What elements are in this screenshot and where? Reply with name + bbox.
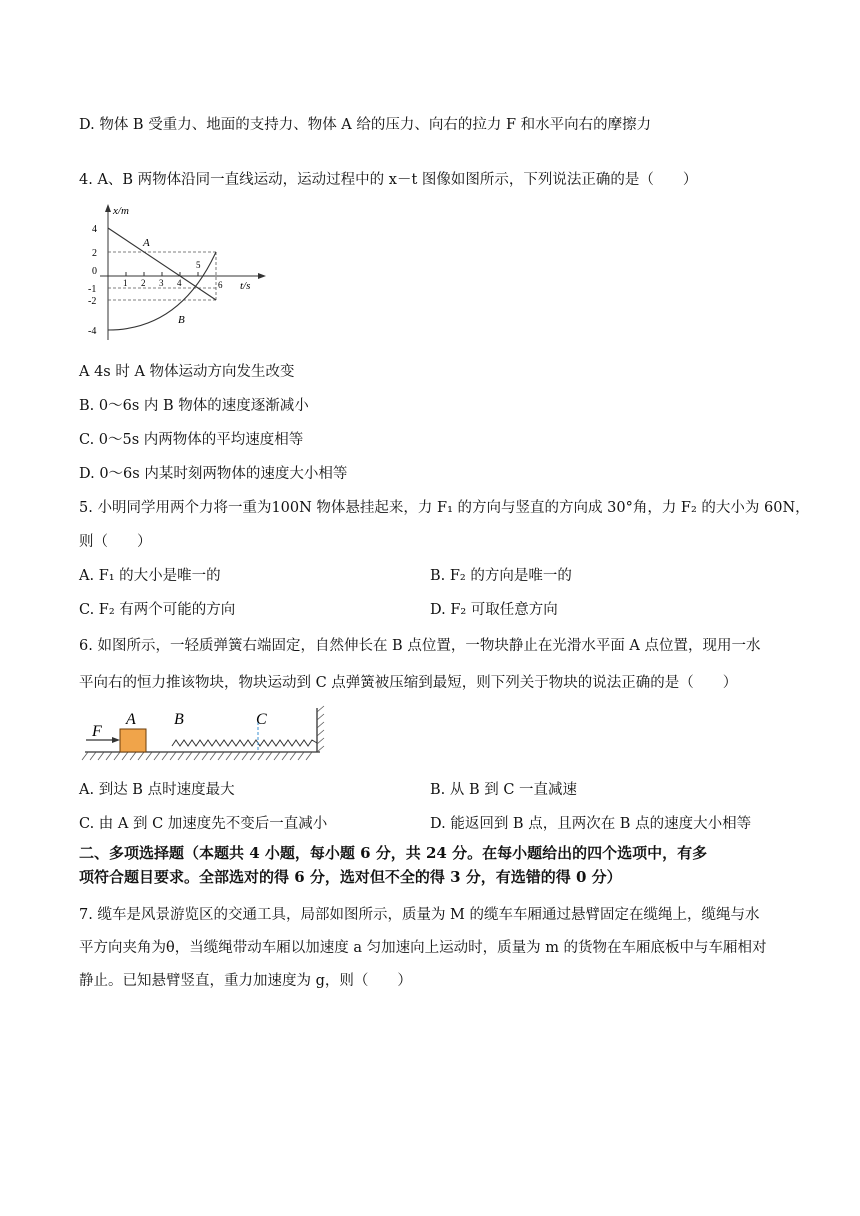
q6-option-a: A. 到达 B 点时速度最大 [79, 782, 235, 798]
q4-stem: 4. A、B 两物体沿同一直线运动，运动过程中的 x－t 图像如图所示，下列说法正确的是（ ） [79, 172, 698, 188]
y-tick-2: 2 [92, 248, 97, 259]
q6-option-d: D. 能返回到 B 点，且两次在 B 点的速度大小相等 [430, 816, 752, 832]
y-tick-m4: -4 [88, 326, 97, 337]
q4-option-a: A 4s 时 A 物体运动方向发生改变 [79, 364, 295, 380]
q6-stem-line2: 平向右的恒力推该物块，物块运动到 C 点弹簧被压缩到最短，则下列关于物块的说法正确的是（ ） [79, 675, 738, 691]
q6-option-b: B. 从 B 到 C 一直减速 [430, 782, 578, 798]
q4-xt-graph [80, 200, 270, 345]
y-tick-m2: -2 [88, 296, 97, 307]
x-tick-6: 6 [218, 280, 223, 290]
q5-option-d: D. F₂ 可取任意方向 [430, 602, 558, 618]
q4-option-d: D. 0～6s 内某时刻两物体的速度大小相等 [79, 466, 348, 482]
graph-ylabel: x/m [113, 205, 129, 217]
label-b: B [174, 711, 184, 728]
label-f: F [92, 723, 102, 740]
q5-stem-line1: 5. 小明同学用两个力将一重为100N 物体悬挂起来，力 F₁ 的方向与竖直的方向成 30°角，力 F₂ 的大小为 60N， [79, 500, 810, 516]
x-tick-4: 4 [177, 278, 182, 288]
q4-option-c: C. 0～5s 内两物体的平均速度相等 [79, 432, 304, 448]
q5-stem-line2: 则（ ） [79, 534, 152, 550]
x-tick-2: 2 [141, 278, 146, 288]
q6-spring-figure [80, 702, 330, 764]
section2-heading-line1: 二、多项选择题（本题共 4 小题，每小题 6 分，共 24 分。在每小题给出的四个选项中，有多 [79, 844, 708, 862]
y-tick-m1: -1 [88, 284, 97, 295]
q4-option-b: B. 0～6s 内 B 物体的速度逐渐减小 [79, 398, 309, 414]
block [120, 729, 146, 752]
y-tick-0: 0 [92, 266, 97, 277]
q6-stem-line1: 6. 如图所示，一轻质弹簧右端固定，自然伸长在 B 点位置，一物块静止在光滑水平面 A 点位置，现用一水 [79, 638, 761, 654]
q6-option-c: C. 由 A 到 C 加速度先不变后一直减小 [79, 816, 328, 832]
x-tick-3: 3 [159, 278, 164, 288]
q7-stem-line2: 平方向夹角为θ，当缆绳带动车厢以加速度 a 匀加速向上运动时，质量为 m 的货物在车厢底板中与车厢相对 [79, 940, 767, 956]
q5-option-a: A. F₁ 的大小是唯一的 [79, 568, 221, 584]
section2-heading-line2: 项符合题目要求。全部选对的得 6 分，选对但不全的得 3 分，有选错的得 0 分） [79, 868, 622, 886]
graph-xlabel: t/s [240, 280, 251, 292]
q5-option-b: B. F₂ 的方向是唯一的 [430, 568, 572, 584]
x-tick-1: 1 [123, 278, 128, 288]
label-c: C [256, 711, 267, 728]
x-tick-5: 5 [196, 260, 201, 270]
q7-stem-line3: 静止。已知悬臂竖直，重力加速度为 g，则（ ） [79, 973, 412, 989]
y-tick-4: 4 [92, 224, 97, 235]
q3-option-d: D. 物体 B 受重力、地面的支持力、物体 A 给的压力、向右的拉力 F 和水平向右的摩擦力 [79, 117, 652, 133]
curve-b-label: B [178, 314, 185, 326]
line-a-label: A [143, 237, 150, 249]
label-a: A [126, 711, 136, 728]
q5-option-c: C. F₂ 有两个可能的方向 [79, 602, 236, 618]
q7-stem-line1: 7. 缆车是风景游览区的交通工具，局部如图所示，质量为 M 的缆车车厢通过悬臂固定在缆绳上，缆绳与水 [79, 907, 760, 923]
